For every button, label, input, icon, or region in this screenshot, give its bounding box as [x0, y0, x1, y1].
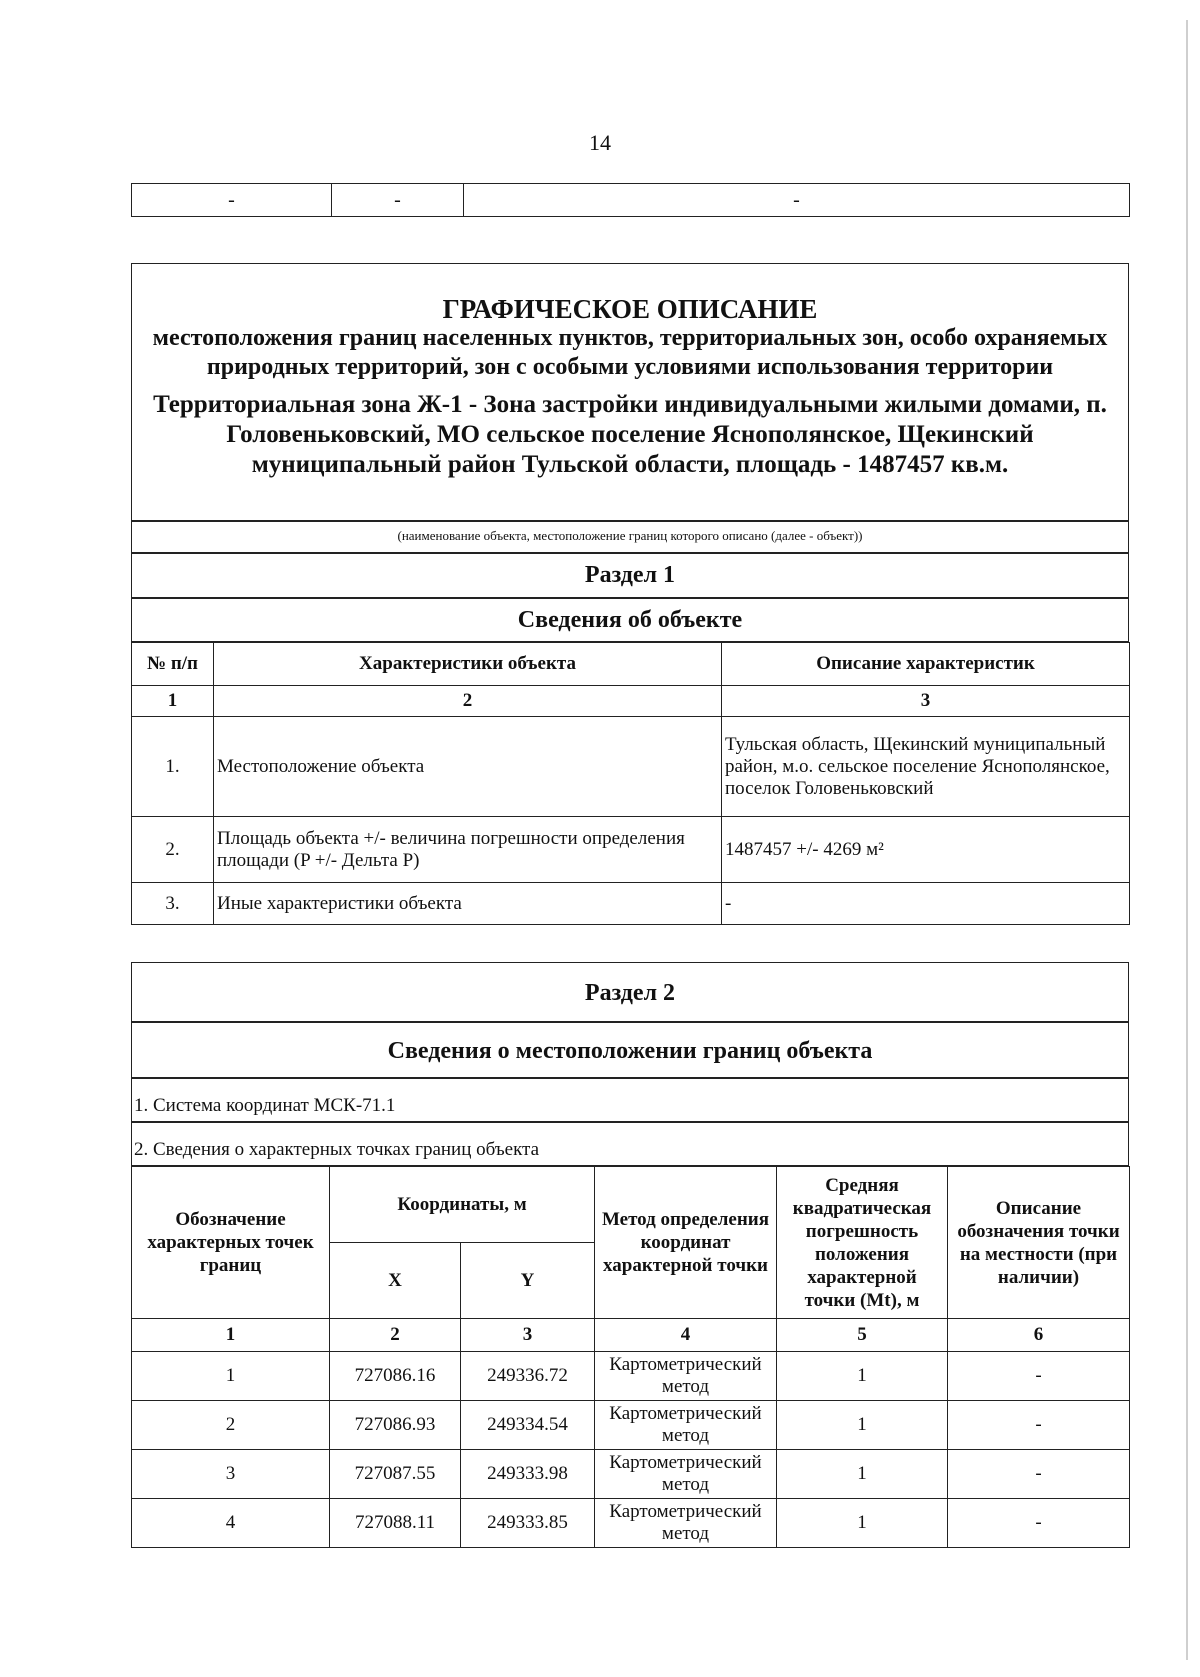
col-number: 2	[330, 1319, 461, 1352]
point-id: 2	[132, 1401, 330, 1450]
table-row	[132, 817, 1130, 883]
zone-description: Территориальная зона Ж-1 - Зона застройки индивидуальными жилыми домами, п. Головеньковский, МО сельское поселение Яснополянское, Щекинский муниципальный район Тульской области, площадь - 1487457 кв.м.	[153, 391, 1107, 478]
point-mt: 1	[777, 1450, 948, 1499]
header-error: Средняя квадратическая погрешность положения характерной точки (Mt), м	[777, 1167, 948, 1319]
points-caption: 2. Сведения о характерных точках границ объекта	[131, 1122, 1129, 1166]
header-characteristic: Характеристики объекта	[214, 643, 722, 686]
table-row	[132, 717, 1130, 817]
col-number: 6	[948, 1319, 1130, 1352]
col-number: 1	[132, 1319, 330, 1352]
document-subtitle: местоположения границ населенных пунктов, территориальных зон, особо охраняемых природных территорий, зон с особыми условиями использования территории	[152, 325, 1108, 380]
section1-subtitle: Сведения об объекте	[131, 598, 1129, 642]
header-y: Y	[461, 1243, 595, 1319]
row-value: 1487457 +/- 4269 м²	[722, 817, 1130, 883]
scan-edge-line	[1186, 20, 1188, 1660]
point-y: 249336.72	[461, 1352, 595, 1401]
row-num: 3.	[132, 883, 214, 925]
table-cell: -	[132, 184, 332, 217]
col-number: 5	[777, 1319, 948, 1352]
row-num: 1.	[132, 717, 214, 817]
table-row	[132, 1450, 1130, 1499]
row-name: Местоположение объекта	[214, 717, 722, 817]
row-name: Иные характеристики объекта	[214, 883, 722, 925]
col-number: 4	[595, 1319, 777, 1352]
document-header	[131, 263, 1129, 521]
row-value: Тульская область, Щекинский муниципальный район, м.о. сельское поселение Яснополянское, поселок Головеньковский	[722, 717, 1130, 817]
header-x: X	[330, 1243, 461, 1319]
point-x: 727087.55	[330, 1450, 461, 1499]
table-row	[132, 1352, 1130, 1401]
section2-title: Раздел 2	[131, 962, 1129, 1022]
point-desc: -	[948, 1352, 1130, 1401]
table-row	[132, 184, 1130, 217]
table-header-row	[132, 643, 1130, 686]
point-desc: -	[948, 1401, 1130, 1450]
row-value: -	[722, 883, 1130, 925]
point-mt: 1	[777, 1499, 948, 1548]
point-mt: 1	[777, 1401, 948, 1450]
point-y: 249333.85	[461, 1499, 595, 1548]
point-id: 3	[132, 1450, 330, 1499]
continuation-table	[131, 183, 1130, 217]
header-designation: Обозначение характерных точек границ	[132, 1167, 330, 1319]
point-method: Картометрический метод	[595, 1401, 777, 1450]
table-row	[132, 1401, 1130, 1450]
table-header-row	[132, 1167, 1130, 1243]
point-y: 249333.98	[461, 1450, 595, 1499]
section2-subtitle: Сведения о местоположении границ объекта	[131, 1022, 1129, 1078]
point-id: 1	[132, 1352, 330, 1401]
object-info-table	[131, 642, 1130, 925]
row-name: Площадь объекта +/- величина погрешности определения площади (P +/- Дельта P)	[214, 817, 722, 883]
point-desc: -	[948, 1450, 1130, 1499]
point-x: 727086.93	[330, 1401, 461, 1450]
col-number: 3	[461, 1319, 595, 1352]
column-number-row	[132, 1319, 1130, 1352]
table-cell: -	[332, 184, 464, 217]
col-number: 3	[722, 686, 1130, 717]
point-desc: -	[948, 1499, 1130, 1548]
section1-title: Раздел 1	[131, 553, 1129, 598]
point-x: 727086.16	[330, 1352, 461, 1401]
boundary-points-table	[131, 1166, 1130, 1548]
header-num: № п/п	[132, 643, 214, 686]
row-num: 2.	[132, 817, 214, 883]
table-cell: -	[464, 184, 1130, 217]
coordinate-system: 1. Система координат МСК-71.1	[131, 1078, 1129, 1122]
point-id: 4	[132, 1499, 330, 1548]
header-point-description: Описание обозначения точки на местности (при наличии)	[948, 1167, 1130, 1319]
point-method: Картометрический метод	[595, 1450, 777, 1499]
point-x: 727088.11	[330, 1499, 461, 1548]
col-number: 1	[132, 686, 214, 717]
table-row	[132, 883, 1130, 925]
point-method: Картометрический метод	[595, 1499, 777, 1548]
col-number: 2	[214, 686, 722, 717]
point-mt: 1	[777, 1352, 948, 1401]
header-method: Метод определения координат характерной точки	[595, 1167, 777, 1319]
table-row	[132, 1499, 1130, 1548]
column-number-row	[132, 686, 1130, 717]
header-coordinates: Координаты, м	[330, 1167, 595, 1243]
document-title: ГРАФИЧЕСКОЕ ОПИСАНИЕ	[442, 294, 818, 324]
object-caption: (наименование объекта, местоположение границ которого описано (далее - объект))	[131, 521, 1129, 553]
header-description: Описание характеристик	[722, 643, 1130, 686]
point-y: 249334.54	[461, 1401, 595, 1450]
page-number: 14	[589, 130, 611, 155]
point-method: Картометрический метод	[595, 1352, 777, 1401]
